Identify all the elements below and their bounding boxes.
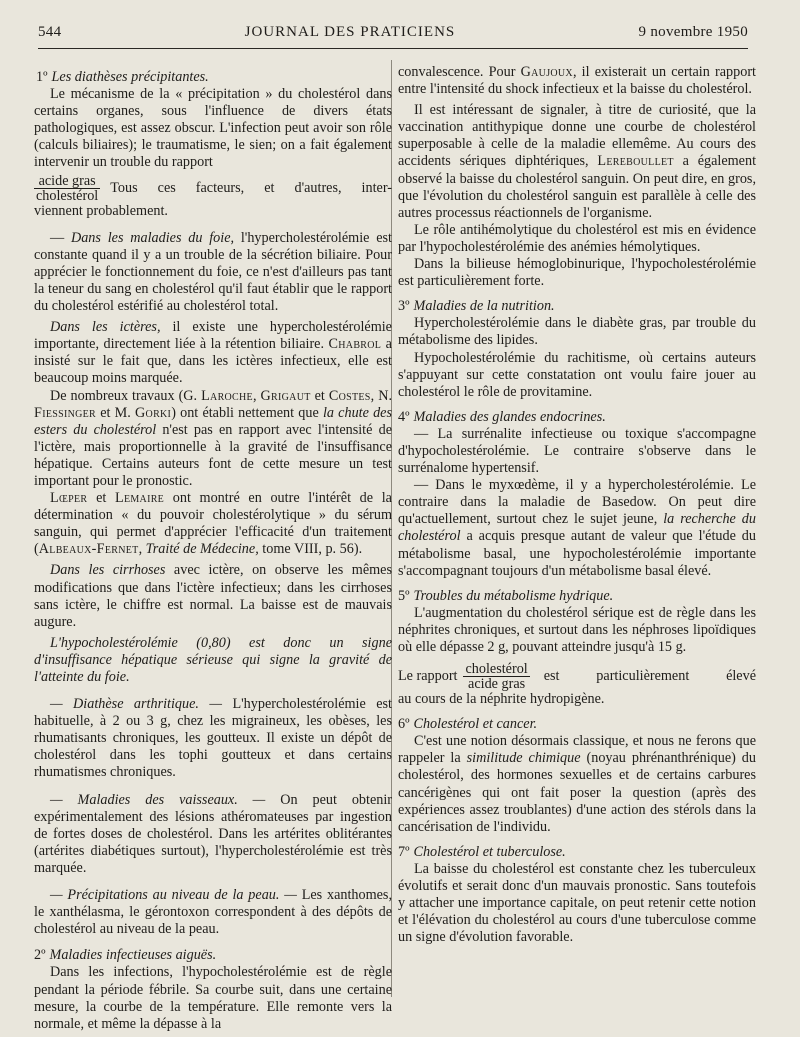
paragraph: C'est une notion désormais classique, et nous ne ferons que rappeler la similitude chimique (noyau phrénanthrénique) du cholestérol, des hormones sexuelles et de certains carbures cancérigènes qui ont fait poser la question (après des expériences assez troublantes) d'une action des stérols dans la cancérisation de l'individu.: [398, 733, 756, 835]
paragraph: — Dans le myxœdème, il y a hypercholestérolémie. Le contraire dans la maladie de Basedow. On peut dire qu'actuellement, surtout chez le sujet jeune, la recherche du cholestérol a acquis presque autant de valeur que l'étude du métabolisme basal, une hypocholestérolémie importante s'accompagnant toujours d'un métabolisme basal élevé.: [398, 477, 756, 579]
section-heading-2: 2º Maladies infectieuses aiguës.: [34, 947, 217, 964]
ratio-fraction: $\frac{\text{cholestérol}}{\text{acide gras}}$: [465, 661, 528, 693]
page-header: [38, 24, 748, 41]
paragraph: Lœper et Lemaire ont montré en outre l'intérêt de la détermination « du pouvoir cholestérolytique » du sérum sanguin, qui permet d'apprécier l'efficacité d'un traitement (Albeaux-Fernet, Traité de Médecine, tome VIII, p. 56).: [34, 490, 392, 558]
ratio-line: Le rapport $\frac{\text{cholestérol}}{\text{acide gras}}$ est particulièrement élevé: [398, 661, 756, 693]
paragraph: Hypocholestérolémie du rachitisme, où certains auteurs s'appuyant sur cette constatation ont voulu faire jouer au cholestérol le rôle de provitamine.: [398, 349, 756, 400]
ratio-fraction: $\frac{\text{acide gras}}{\text{cholestérol}}$: [36, 172, 99, 204]
paragraph-emphasis: L'hypocholestérolémie (0,80) est donc un signe d'insuffisance hépatique sérieuse qui signe la gravité de l'atteinte du foie.: [34, 634, 392, 685]
journal-title: JOURNAL DES PRATICIENS: [244, 24, 456, 40]
paragraph: convalescence. Pour Gaujoux, il existerait un certain rapport entre l'intensité du shock infectieux et la baisse du cholestérol.: [398, 64, 756, 98]
issue-date: 9 novembre 1950: [638, 24, 748, 40]
paragraph: Le rôle antihémolytique du cholestérol est mis en évidence par l'hypocholestérolémie des anémies hémolytiques.: [398, 221, 756, 255]
header-rule: [38, 48, 748, 49]
section-heading-4: 4º Maladies des glandes endocrines.: [398, 408, 606, 425]
section-heading-1: 1º Les diathèses précipitantes.: [36, 69, 209, 85]
left-column: [34, 64, 392, 1033]
page-number: 544: [38, 24, 62, 40]
paragraph: Hypercholestérolémie dans le diabète gras, par trouble du métabolisme des lipides.: [398, 315, 756, 349]
paragraph: L'augmentation du cholestérol sérique est de règle dans les néphrites chroniques, et surtout dans les néphroses lipoïdiques où elle dépasse 2 g, pouvant atteindre jusqu'à 15 g.: [398, 604, 756, 655]
paragraph: Dans la bilieuse hémoglobinurique, l'hypocholestérolémie est particulièrement forte.: [398, 256, 756, 290]
right-column: [398, 64, 756, 946]
paragraph: — Diathèse arthritique. — L'hypercholestérolémie est habituelle, à 2 ou 3 g, chez les migraineux, les obèses, les rhumatisants chroniques, les goutteux. Il existe un dépôt de cholestérol dans les tophi goutteux et dans certains rhumatismes chroniques.: [34, 696, 392, 781]
section-heading-3: 3º Maladies de la nutrition.: [398, 298, 555, 315]
section-heading-5: 5º Troubles du métabolisme hydrique.: [398, 587, 614, 604]
paragraph: Dans les infections, l'hypocholestérolémie est de règle pendant la période fébrile. Sa courbe suit, dans une certaine mesure, la courbe de la température. Elle remonte vers la normale, et même la dépasse à la: [34, 964, 392, 1032]
section-heading-7: 7º Cholestérol et tuberculose.: [398, 843, 566, 860]
paragraph: — Précipitations au niveau de la peau. — Les xanthomes, le xanthélasma, le gérontoxon correspondent à des dépôts de cholestérol au niveau de la peau.: [34, 887, 392, 938]
paragraph: De nombreux travaux (G. Laroche, Grigaut et Costes, N. Fiessinger et M. Gorki) ont établi nettement que la chute des esters du cholestérol n'est pas en rapport avec l'intensité de l'ictère, mais proportionnelle à la gravité de l'insuffisance hépatique. Certains auteurs font de cette mesure un test important pour le pronostic.: [34, 387, 393, 489]
paragraph: Dans les cirrhoses avec ictère, on observe les mêmes modifications que dans l'ictère infectieux; dans les cirrhoses sans ictère, le chiffre est normal. La baisse est de mauvais augure.: [34, 562, 392, 630]
paragraph: — La surrénalite infectieuse ou toxique s'accompagne d'hypocholestérolémie. Le contraire s'observe dans le surrénalome hypertensif.: [398, 425, 756, 477]
section-heading-6: 6º Cholestérol et cancer.: [398, 716, 538, 733]
paragraph: Dans les ictères, il existe une hypercholestérolémie importante, directement liée à la rétention biliaire. Chabrol a insisté sur le fait que, dans les ictères infectieux, elle est beaucoup moins marquée.: [34, 319, 392, 387]
paragraph-end: au cours de la néphrite hydropigène.: [398, 691, 605, 708]
paragraph: — Dans les maladies du foie, l'hypercholestérolémie est constante quand il y a un trouble de la sécrétion biliaire. Pour apprécier le fonctionnement du foie, ce n'est d'ailleurs pas tant la teneur du sang en cholestérol qu'il faut établir que le rapport du cholestérol estérifié au cholestérol total.: [34, 229, 392, 315]
paragraph: — Maladies des vaisseaux. — On peut obtenir expérimentalement des lésions athéromateuses par ingestion de fortes doses de cholestérol. Dans les artérites oblitérantes (artérites diabétiques surtout), l'hypercholestérolémie est très marquée.: [34, 791, 393, 876]
paragraph: Il est intéressant de signaler, à titre de curiosité, que la vaccination antithypique donne une courbe de cholestérol superposable à celle de la maladie ellemême. Au cours des accidents sériques diphtériques, Lereboullet a également observé la baisse du cholestérol sanguin. On peut dire, en gros, que l'évolution du cholestérol sanguin est parallèle à celle des autres processus réactionnels de l'organisme.: [398, 102, 757, 221]
paragraph-end: viennent probablement.: [34, 202, 168, 219]
paragraph: Le mécanisme de la « précipitation » du cholestérol dans certains organes, sous l'influence de divers états pathologiques, est assez obscur. L'infection peut avoir son rôle (calculs biliaires); le traumatisme, le sien; on a fait également intervenir un trouble du rapport: [34, 86, 392, 171]
ratio-line: $\frac{\text{acide gras}}{\text{cholestérol}}$ Tous ces facteurs, et d'autres, inter-: [36, 172, 392, 204]
paragraph: La baisse du cholestérol est constante chez les tuberculeux évolutifs et serait donc d'un mauvais pronostic. Sans toutefois y attacher une importance capitale, on peut retenir cette notion et l'élévation du cholestérol au cours d'une tuberculose comme un signe d'évolution favorable.: [398, 860, 756, 946]
